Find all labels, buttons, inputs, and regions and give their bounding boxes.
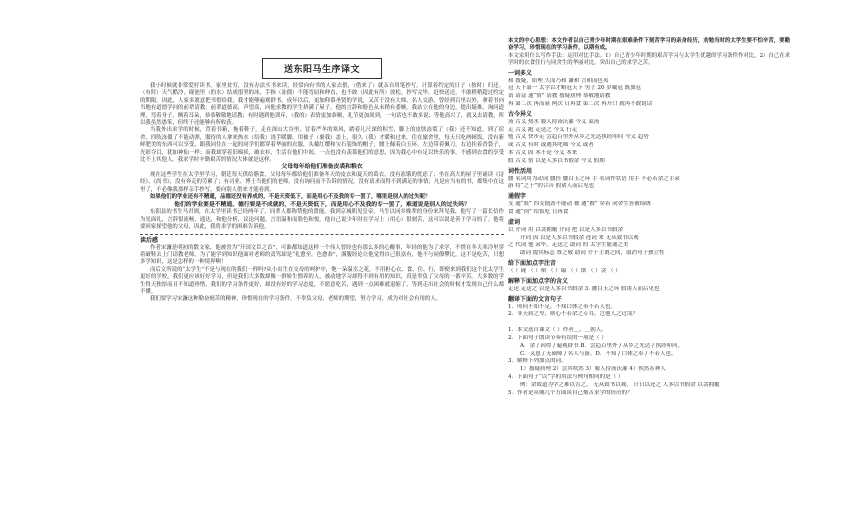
question-5: 5．作者是从哪几个方面谈自己刻苦求学的经历的？	[508, 389, 633, 396]
question-4: 4．下面句子“以”字的用法与例句相同的是（ ）	[508, 373, 624, 380]
right-column	[508, 38, 790, 397]
divider	[140, 234, 504, 235]
meaning-heading: 解释下面加点字的含义	[508, 277, 569, 285]
page-title: 送东阳马生序译文	[262, 58, 382, 79]
interchangeable-line: 支 通“肢” 四支僵劲不能动 被 通“披” 穿着 同舍生皆被绮绣	[508, 201, 651, 208]
reflection-paragraph-1: 作者宋濂是明初的散文家，他被誉为“开国文臣之首”，可谁都知道这样一个伟人曾经也有那么多的心酸事，年轻的他为了求学，不惜在冬天寒冷里穿着破鞋去上门请教老师，为了能学到知识他面对老师的责骂却是“礼愈至，色愈恭”，满腹经论让他觉得自己很富有，他不与同僚攀比，这不是吃苦，只想多学知识，这是怎样的一种境界啊！	[140, 244, 504, 266]
function-words-line: 以 介词 用 以衾拥覆 介词 把 以是人多以书假余	[508, 226, 623, 233]
polysemy-heading: 一词多义	[508, 69, 533, 77]
meaning-line: 走送 走送之 以是人多以书假余 3. 腰白玉之环 假诸人而后见也	[508, 285, 660, 292]
phonetic-heading: 给下面加点字注音	[508, 259, 557, 267]
translation-bold-2: 他们的学业要是不精通、德行要是不成就的，不是天资低下，而是用心不及我的专一罢了，难道说是别人的过失吗？	[174, 201, 470, 208]
function-words-line: 之 代词 他 录毕，走送之 助词 的 太学生能诵之美	[508, 242, 629, 249]
central-idea: 本文的中心思想：本文作者以自己青少年时期在艰难条件下刻苦学习的亲身经历，劝勉当时的太学生要不怕辛苦，要勤奋学习，珍惜现在的学习条件，以期有成。	[508, 38, 790, 52]
reflection-paragraph-3: 我们要学习宋濂这种勤奋刻苦的精神，珍惜现在的学习条件，不辜负父母、老师的期望，努力学习，成为对社会有用的人。	[150, 296, 442, 303]
translation-paragraph-4: 东阳县的书生马君则，在太学里读书已经两年了，同辈人都称赞他的贤能。我到京城朝见皇帝，马生以同乡晚辈的身份来拜见我，他写了一篇长信作为见面礼，言辞很流畅、通达，和他分析、议论问题，言语温和而脸色和悦。他自己说少年时在学习上（用心）很刻苦，这可以说是善于学习的了；他将要回家探望他的父母，因此，我将求学的困难告诉他。	[140, 209, 504, 231]
question-2-option: A．余 / 因得 / 遍观群书 B．尝趋百里外 / 从乡之先达 / 执经叩问。	[520, 342, 684, 349]
translation-paragraph-3: 现在这些学生在太学里学习，朝廷每天供给膳食，父母每年都给他们准备冬天的皮衣和夏天的葛衣，没有冻饿的忧虑了；坐在高大的屋子里诵读《诗经》、《尚书》，没有奔走的劳累了；有司业、博士当他们的老师，没有询问而不告诉的情况，没有请求而得不到满足的事情；凡是应当有的书，都集中在这里了，不必像我那样亲手抄写，要向别人借来才能看到。	[140, 172, 504, 193]
polysemy-line: 和 援疑，质理 久而乃和 谦和 言和而色夷	[508, 77, 609, 84]
writing-technique: 本文采用什么写作手法：运用对比手法。1）自己青少年时期的艰苦学习与太学生优越的学习条件作对比，2）自己在求学时的衣食住行与同舍生的华丽对比，突出自己的求学之苦。	[508, 52, 790, 67]
question-4-example: 例：余故道为学之难以告之。 无从致书以观。 计日以还之 人多以书假余 以衾拥覆	[520, 381, 720, 388]
word-class-heading: 词性活用	[508, 167, 533, 175]
translation-paragraph-2: 当我外出求学的时候，背着书箱，拖着鞋子，走在深山大谷里，冒着严冬的寒风，踏着几尺深的积雪，脚上的皮肤冻裂了（我）还不知道。到了宿舍，四肢冻僵了不能动弹，服侍的人拿来热水（给我）浇手暖脚，用被子（裹我）盖上，很久（我）才暖和过来。住在旅舍里，每天只吃两顿饭，没有新鲜肥美的东西可以享受。跟我同住在一起的同学们都穿着华丽的衣服，头戴红缨和宝石装饰的帽子，腰上佩着白玉环，左边带着佩刀，右边挂着香袋子，光彩夺目，犹如神仙一样；而我却穿着旧棉袄，破衣衫，生活在他们中间，一点也没有羡慕他们的意思，因为我心中有足以快乐的事，不感到衣食的享受比不上其他人。我求学时辛勤艰苦的情况大体就是这样。	[140, 127, 504, 164]
function-words-line: 助词 提宾标志 尊之敬 助词 介于主谓之间，取消句子独立性	[520, 250, 665, 257]
translation-paragraph-1: 我小时候就非常爱好读书。家里贫穷，没有办法买书来读，经常向有书的人家去借，（借来了）就亲自用笔抄写，计算着约定的日子（按时）归还。（有时）天气酷冷，砚池里（的水）结成很坚的冰，手指（冻僵）不能弯屈和伸直，也不敢（因此有所）放松。抄写完毕，赶快送还，不敢稍稍超过约定的期限。因此，人家多愿意把书借给我，我才能够遍观群书。成年以后，更加仰慕圣贤的学说，又苦于没有大师、名人交游，曾经到百里以外，拿着书向当地有道德学问的前辈请教。前辈道德高，声望高，向他求教的学生挤满了屋子，他的言辞和脸色从未稍有委婉。我站立在他的身边，提出疑难，询问道理，弯着身子，侧着耳朵，恭恭敬敬地请教；有时遇到他训斥，（我的）表情更加恭顺，礼节更加周到，一句话也不敢多说；等他高兴了，就又去请教。所以我虽然愚笨，但终于还能够有所收获。	[140, 83, 504, 127]
polysemy-line: 冠 天下第一 太学以才略冠天下 男子 20 岁戴冠 既加冠	[508, 85, 641, 92]
question-2-option: C．又患 / 无硕师 / 名人与游。D．不知 / 口体之奉 / 不若人也。	[520, 350, 677, 357]
translate-heading: 翻译下面的文言句子	[508, 295, 563, 303]
polysemy-line: 再 第二次 再而衰 两次 日再食 第二次 再开口 就再不敢说话	[508, 101, 653, 108]
archaic-meaning-line: 或 古义 有时 或遇其叱咄 今义 或者	[508, 142, 594, 149]
archaic-meaning-line: 勉 古义 快步走 尝趋百里外从乡之先达执经叩问 今义 趋势	[508, 134, 649, 141]
archaic-meaning-line: 假 古义 借 以是人多以书假余 今义 假期	[508, 157, 605, 164]
interchangeable-heading: 通假字	[508, 193, 527, 201]
polysemy-line: 请 请益 通“情” 请教 援疑质理 恭敬地请教	[508, 93, 611, 100]
phonetic-line: （ ）砚 （ ）嗔 （ ）缊 （ ）馔 （ ）衾 （ ）	[508, 267, 621, 274]
archaic-meaning-line: 汤 古义 热水 媵人持汤沃灌 今义 菜汤	[508, 118, 600, 125]
question-2: 2．下面句子朗读节奏有误的一项是（ ）	[508, 334, 607, 341]
translation-subheading: 父母每年给他们准备皮裘和粮衣	[281, 164, 363, 171]
word-class-line: 游 将“之于”的合音 假诸人而后见也	[508, 183, 595, 190]
left-column	[140, 58, 504, 304]
reflection-heading: 读后感	[140, 236, 159, 244]
function-words-line: 介词 因 以是人多以书假余 连词 来 无从致书以观	[520, 234, 639, 241]
reflection-paragraph-2: 而后文所说的“太学生”不是与现在的我们一样吗?从小出生在交母的呵护中，饱一朵温室之花，不用担心衣、食、住、行，即便来到我们这个比太学生更好的学校，我们更应该好好学习，但是我们大多数却像一群娇生惯养的人，被动地学习却得不到有用的知识，真是辜负了父母的一番辛苦。大多数的学生得天独厚而且不知道珍惜，我们的学习条件更好，却没有好的学习态度，不愿意吃苦，遇到一点困难就退缩了，等到走出社会的时候才发现自己什么都不懂。	[140, 266, 504, 295]
translation-bold-1: 如果他们的学业还有不精通，品德还没有养成的，不是天资低下，而是用心不及我的专一罢了，哪里是别人的过失呢？	[150, 194, 431, 201]
interchangeable-line: 食 通“饲” 给饭吃 日再食	[508, 208, 569, 215]
question-3-items: 1）援疑质理 2）尝其吹然 3）媵人持汤沃灌 4）俟然若神人	[520, 366, 666, 373]
question-3: 3．解释下列加点的词。	[508, 358, 567, 365]
function-words-heading: 虚词	[508, 218, 521, 226]
translate-line: 1．叩问不知不足，不知口体之奉不若人也。	[508, 303, 617, 310]
archaic-meaning-line: 本 古义 固 本不是 今义 本来	[508, 150, 578, 156]
word-class-line: 腰 名词用为动词 腰挂 腰白玉之环 手 名词作状语 用手 不必若余之手录	[508, 175, 680, 182]
question-1: 1．本文选自课文（ ）作者＿，＿朝人。	[508, 327, 607, 334]
archaic-meaning-line: 走 古义 跑 走送之 今义 行走	[508, 126, 578, 133]
archaic-meaning-heading: 古今异义	[508, 110, 533, 118]
translate-line: 2．非天质之卑，则心不若余之专耳，岂他人之过哉？	[508, 311, 639, 318]
